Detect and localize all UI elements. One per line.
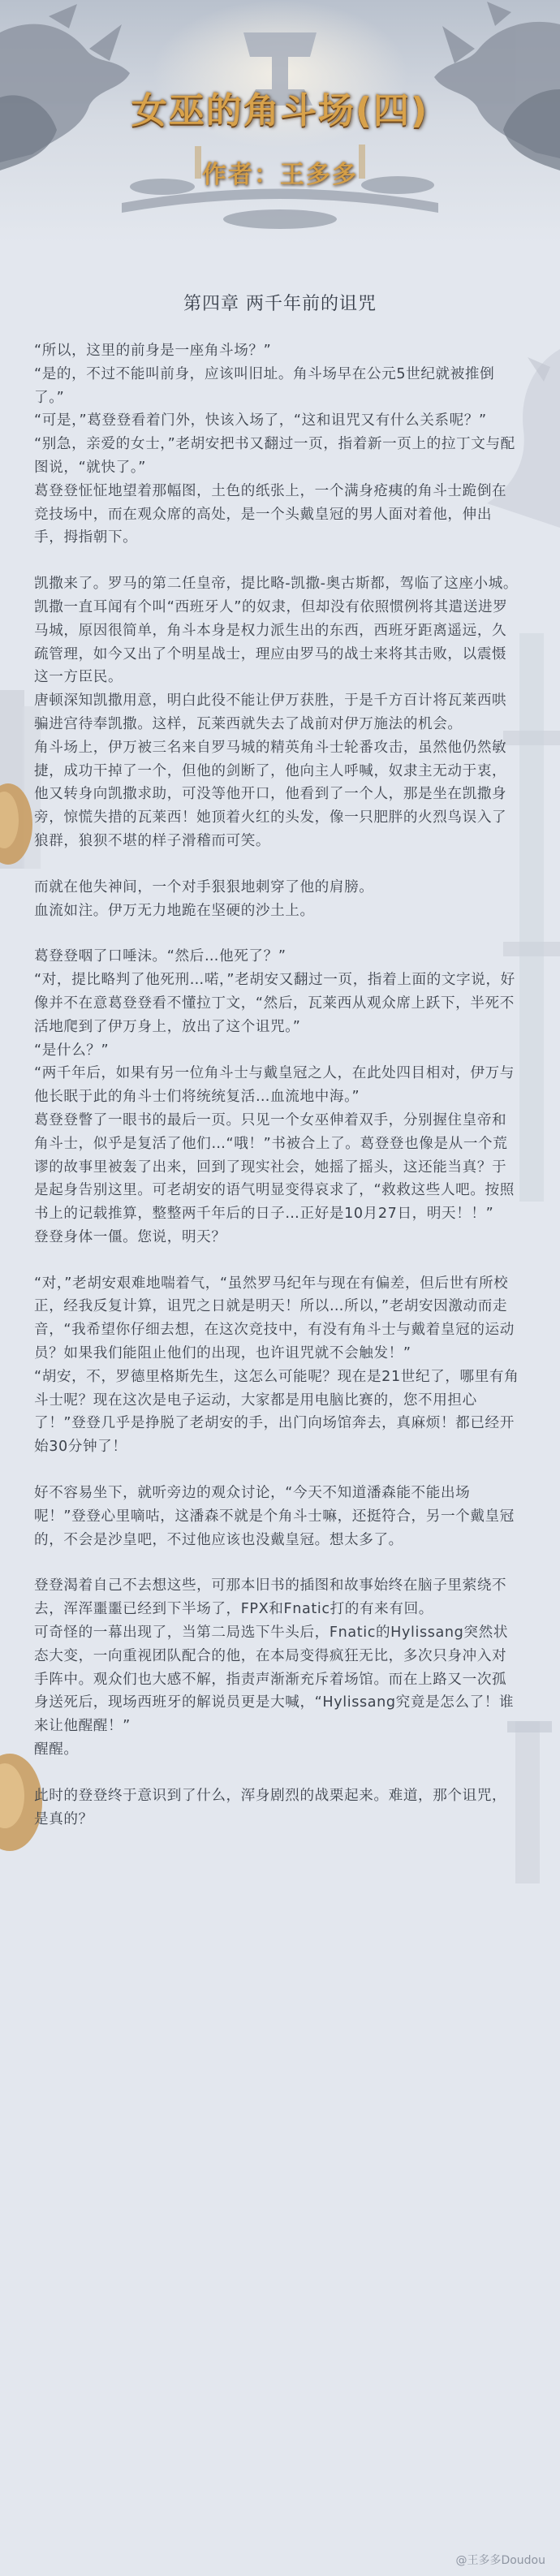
paragraph: 血流如注。伊万无力地跪在坚硬的沙土上。 <box>34 902 315 919</box>
golden-orb-left-upper <box>0 779 32 869</box>
paragraph: “胡安，不，罗德里格斯先生，这怎么可能呢？现在是21世纪了，哪里有角斗士呢？现在这次是电子运动，大家都是用电脑比赛的，您不用担心了！”登登几乎是挣脱了老胡安的手，出门向场馆奔去，真麻烦！都已经开始30分钟了！ <box>34 1368 519 1456</box>
paragraph: “所以，这里的前身是一座角斗场？” <box>34 343 272 359</box>
paragraph: 凯撒来了。罗马的第二任皇帝，提比略-凯撒-奥古斯都，驾临了这座小城。凯撒一直耳闻有个叫“西班牙人”的奴隶，但却没有依照惯例将其遣送进罗马城，原因很简单，角斗本身是权力派生出的东西，西班牙距离遥远，久疏管理，如今又出了个明星战士，理应由罗马的战士来将其击败，以震慑这一方臣民。 <box>34 576 519 686</box>
paragraph-gap <box>34 1459 521 1482</box>
paragraph: 此时的登登终于意识到了什么，浑身剧烈的战栗起来。难道，那个诅咒，是真的？ <box>34 1787 507 1827</box>
paragraph: 角斗场上，伊万被三名来自罗马城的精英角斗士轮番攻击，虽然他仍然敏捷，成功干掉了一个，但他的剑断了，他向主人呼喊，奴隶主无动于衷，他又转身向凯撒求助，可没等他开口，他看到了一个人，那是坐在凯撒身旁，惊慌失措的瓦莱西！她顶着火红的头发，像一只肥胖的火烈鸟误入了狼群，狼狈不堪的样子滑稽而可笑。 <box>34 739 507 849</box>
author-byline: 作者：王多多 <box>202 161 358 189</box>
article-title: 女巫的角斗场(四) <box>131 90 429 132</box>
paragraph: “对，”老胡安艰难地喘着气，“虽然罗马纪年与现在有偏差，但后世有所校正，经我反复计算，诅咒之日就是明天！所以…所以，”老胡安因激动而走音，“我希望你仔细去想，在这次竞技中，有没有角斗士与戴着皇冠的运动员？如果我们能阻止他们的出现，也许诅咒就不会触发！” <box>34 1275 515 1362</box>
paragraph: 登登身体一僵。您说，明天？ <box>34 1228 226 1245</box>
paragraph: 唐顿深知凯撒用意，明白此役不能让伊万获胜，于是千方百计将瓦莱西哄骗进宫待奉凯撒。这样，瓦莱西就失去了战前对伊万施法的机会。 <box>34 693 507 732</box>
paragraph-gap <box>34 922 521 945</box>
paragraph: 好不容易坐下，就听旁边的观众讨论，“今天不知道潘森能不能出场呢！”登登心里嘀咕，这潘森不就是个角斗士嘛，还挺符合，另一个戴皇冠的，不会是沙皇吧，不过他应该也没戴皇冠。想太多了。 <box>34 1485 515 1548</box>
paragraph: 葛登登瞥了一眼书的最后一页。只见一个女巫伸着双手，分别握住皇帝和角斗士，似乎是复活了他们…“哦！”书被合上了。葛登登也像是从一个荒谬的故事里被轰了出来，回到了现实社会，她摇了摇头，这还能当真？于是起身告别这里。可老胡安的语气明显变得哀求了，“救救这些人吧。按照书上的记载推算，整整两千年后的日子…正好是10月27日，明天！！” <box>34 1111 515 1223</box>
paragraph: 登登渴着自己不去想这些，可那本旧书的插图和故事始终在脑子里萦绕不去，浑浑噩噩已经到下半场了，FPX和Fnatic打的有来有回。 <box>34 1577 507 1618</box>
paragraph: “可是，”葛登登看着门外，快该入场了，“这和诅咒又有什么关系呢？” <box>34 412 487 429</box>
paragraph-gap <box>34 550 521 572</box>
paragraph: “是的，不过不能叫前身，应该叫旧址。角斗场早在公元5世纪就被推倒了。” <box>34 365 495 406</box>
paragraph-gap <box>34 1551 521 1574</box>
paragraph: “别急，亲爱的女士，”老胡安把书又翻过一页，指着新一页上的拉丁文与配图说，“就快了。” <box>34 436 515 476</box>
paragraph: “两千年后，如果有另一位角斗士与戴皇冠之人，在此处四目相对，伊万与他长眠于此的角斗士们将统统复活…血流地中海。” <box>34 1065 515 1106</box>
chapter-title: 第四章 两千年前的诅咒 <box>183 294 377 314</box>
paragraph: “对，提比略判了他死刑…喏，”老胡安又翻过一页，指着上面的文字说，好像并不在意葛登登看不懂拉丁文，“然后，瓦莱西从观众席上跃下，半死不活地爬到了伊万身上，放出了这个诅咒。” <box>34 972 515 1035</box>
paragraph: 葛登登咽了口唾沫。“然后…他死了？” <box>34 948 286 965</box>
paragraph: “是什么？” <box>34 1042 110 1059</box>
paragraph: 而就在他失神间，一个对手狠狠地刺穿了他的肩膀。 <box>34 878 374 895</box>
paragraph-gap <box>34 853 521 876</box>
paragraph: 可奇怪的一幕出现了，当第二局选下牛头后，Fnatic的Hylissang突然状态大变，一向重视团队配合的他，在本局变得疯狂无比，多次只身冲入对手阵中。观众们也大感不解，指责声渐渐充斥着场馆。而在上路又一次孤身送死后，现场西班牙的解说员更是大喊，“Hylissang究竟是怎么了！谁来让他醒醒！” <box>34 1625 515 1735</box>
paragraph-gap <box>34 1762 521 1784</box>
paragraph-gap <box>34 1249 521 1272</box>
paragraph: 葛登登怔怔地望着那幅图，土色的纸张上，一个满身疮痍的角斗士跪倒在竞技场中，而在观众席的高处，是一个头戴皇冠的男人面对着他，伸出手，拇指朝下。 <box>34 482 507 546</box>
weibo-watermark: @王多多Doudou <box>455 2554 545 2567</box>
header-banner <box>0 0 560 244</box>
paragraph: 醒醒。 <box>34 1741 79 1758</box>
story-body <box>34 339 521 1831</box>
